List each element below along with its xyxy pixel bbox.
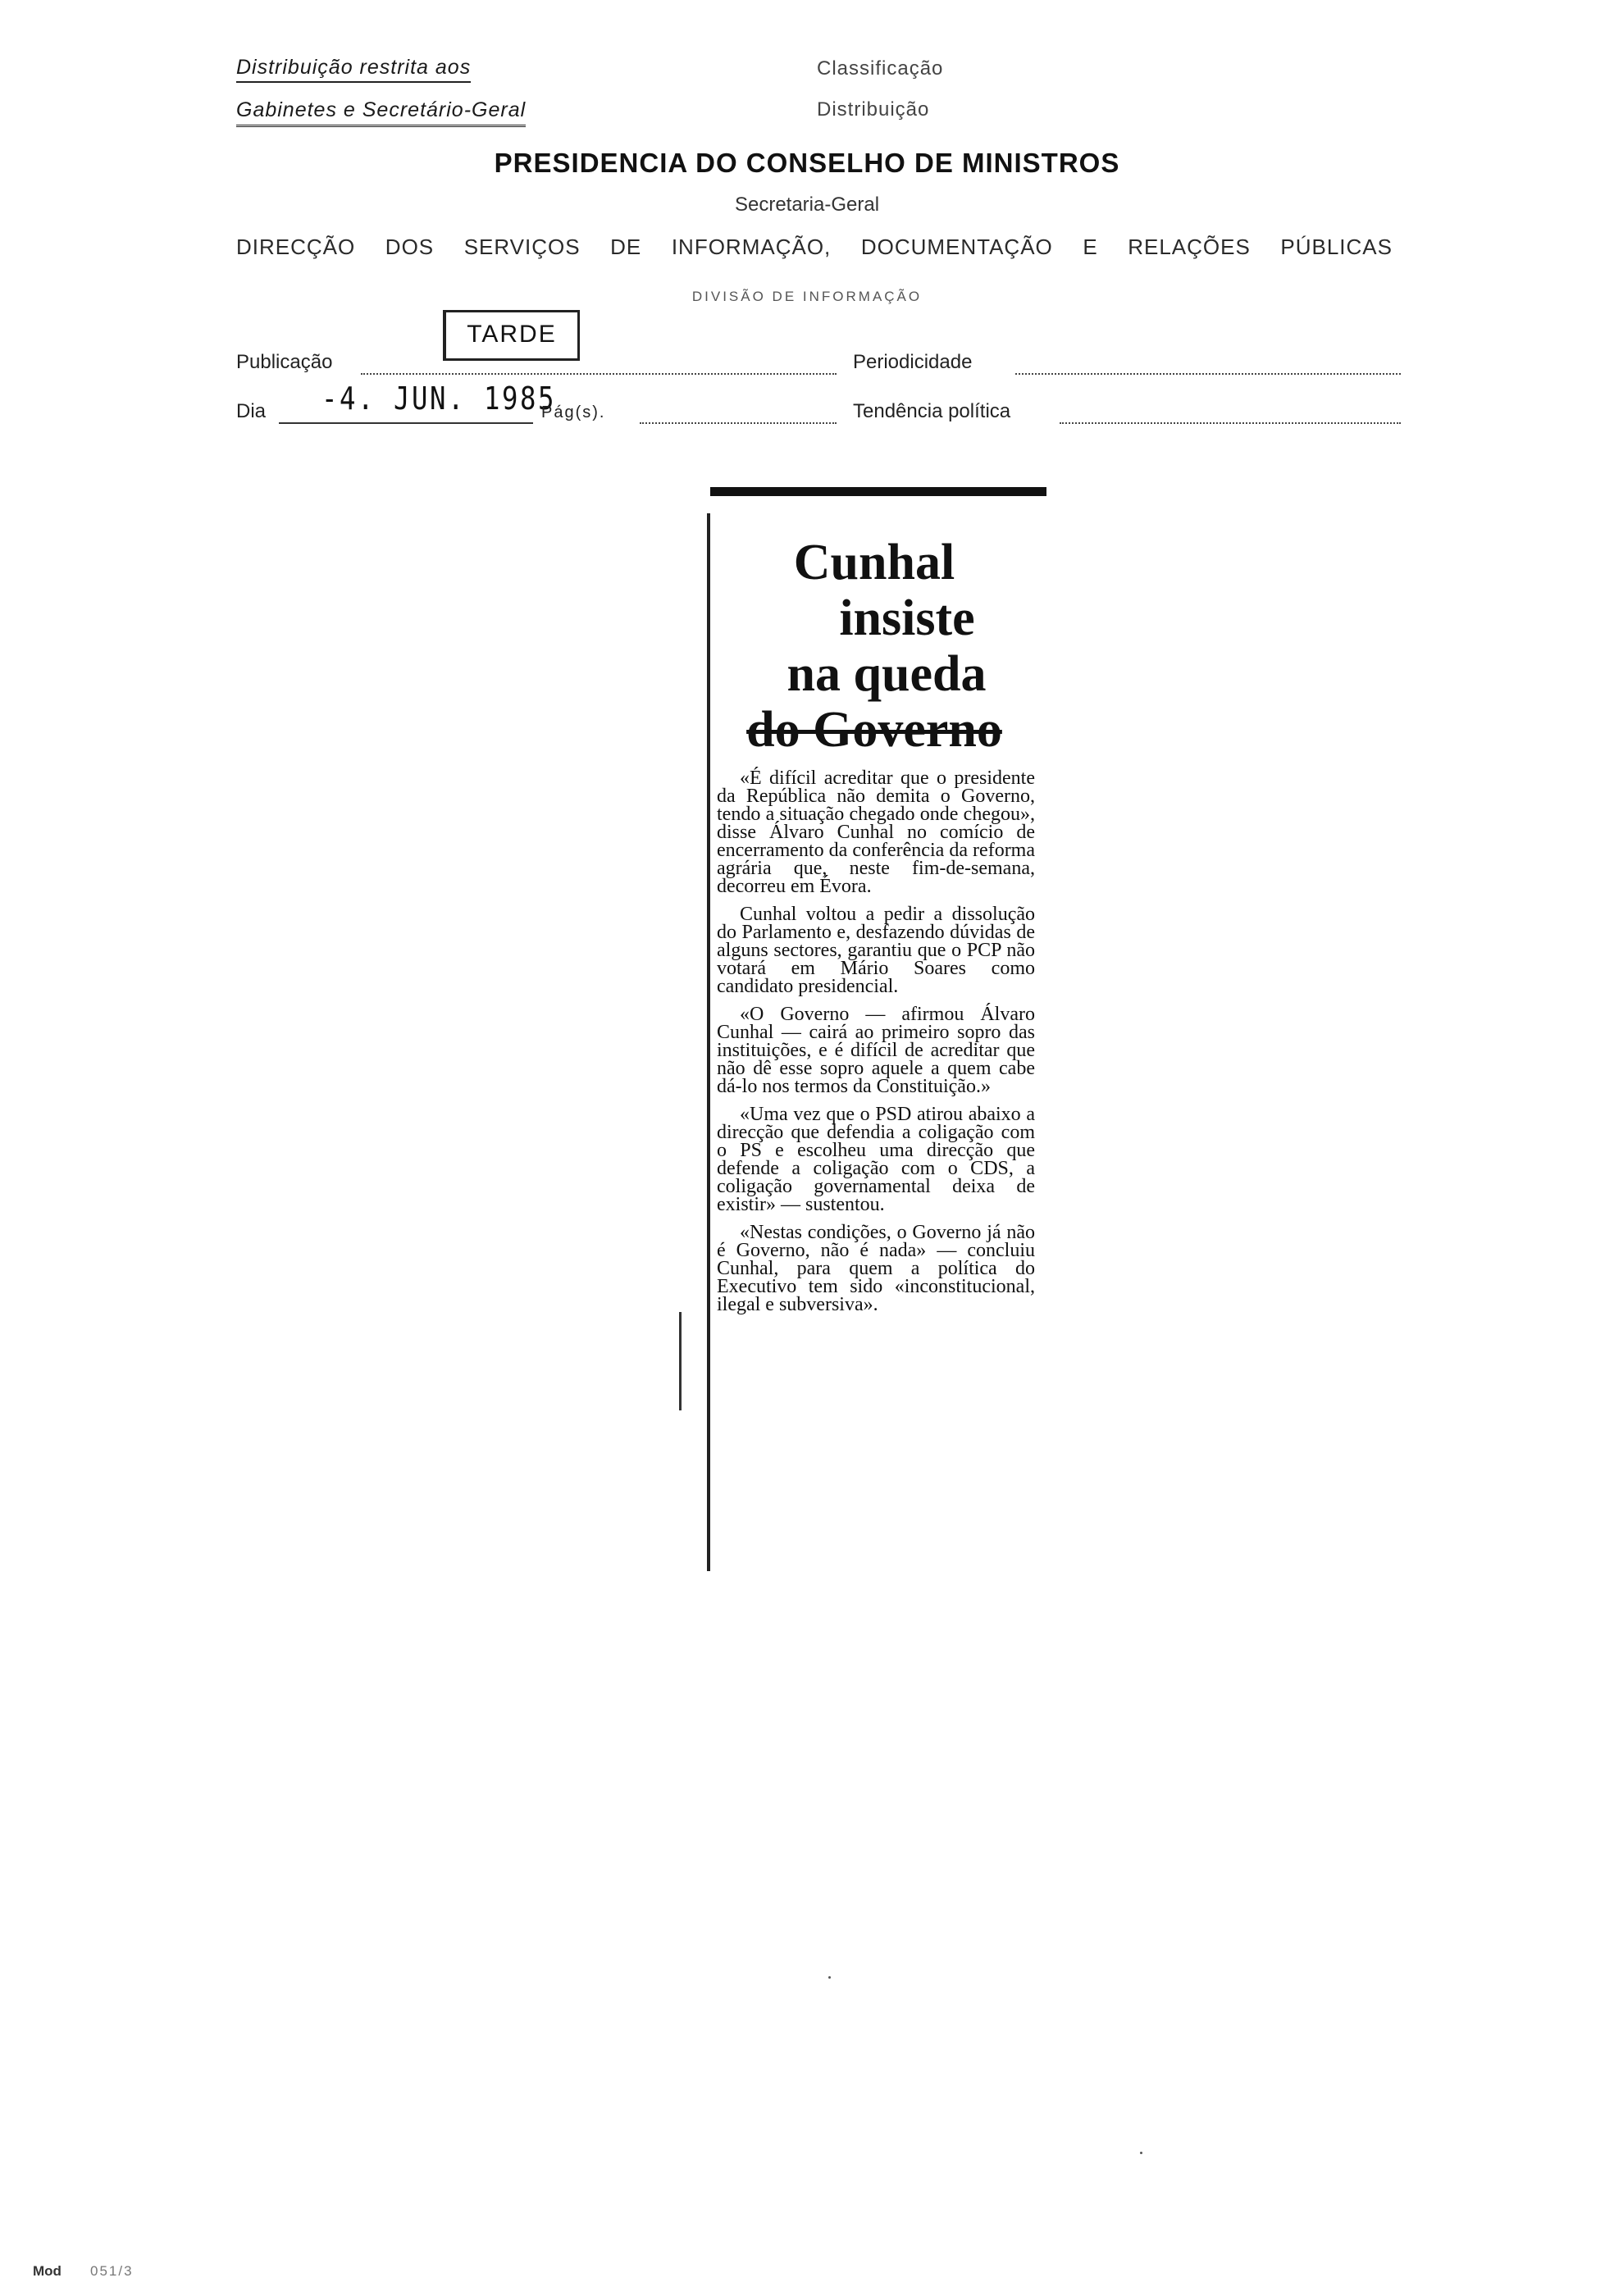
- clipping-paragraph: «Uma vez que o PSD atirou abaixo a direcção que defendia a coligação com o PS e escolheu uma direcção que defende a coligação com o CDS, a coligação governamental deixa de existir» — sustentou.: [717, 1104, 1035, 1215]
- divisao-label: DIVISÃO DE INFORMAÇÃO: [691, 289, 923, 304]
- tendencia-label: Tendência política: [853, 400, 1011, 422]
- dia-underline: [279, 422, 533, 424]
- direccao-word: SERVIÇOS: [463, 235, 581, 259]
- tendencia-dotted-line: [1060, 422, 1401, 424]
- clipping-body: [710, 769, 1038, 1314]
- direccao-word: DIRECÇÃO: [236, 235, 356, 259]
- publicacao-dotted-line: [361, 373, 837, 375]
- date-stamp: -4. JUN. 1985: [321, 380, 556, 417]
- footer-mod-label: Mod: [33, 2263, 62, 2279]
- pags-dotted-line: [640, 422, 837, 424]
- clipping-paragraph: Cunhal voltou a pedir a dissolução do Parlamento e, desfazendo dúvidas de alguns sectores, garantiu que o PCP não votará em Mário Soares como candidato presidencial.: [717, 904, 1035, 997]
- clipping-paragraph: «Nestas condições, o Governo já não é Governo, não é nada» — concluiu Cunhal, para quem a política do Executivo tem sido «inconstitucional, ilegal e subversiva».: [717, 1222, 1035, 1315]
- distribuicao-label: Distribuição: [817, 98, 930, 121]
- newspaper-clipping: [710, 502, 1038, 1323]
- direccao-line: [236, 235, 1393, 260]
- headline-line: na queda: [786, 646, 987, 702]
- periodicidade-dotted-line: [1015, 373, 1401, 375]
- headline-line: Cunhal: [793, 535, 955, 590]
- direccao-word: DOCUMENTAÇÃO: [860, 235, 1053, 259]
- clipping-paragraph: «O Governo — afirmou Álvaro Cunhal — cairá ao primeiro sopro das instituições, e é difícil de acreditar que não dê esse sopro aquele a quem cabe dá-lo nos termos da Constituição.»: [717, 1004, 1035, 1097]
- classificacao-label: Classificação: [817, 57, 944, 80]
- direccao-word: DE: [610, 235, 642, 259]
- distribution-note-line2: Gabinetes e Secretário-Geral: [236, 98, 526, 127]
- direccao-word: PÚBLICAS: [1280, 235, 1393, 259]
- scan-speck: [828, 1976, 831, 1979]
- dia-label: Dia: [236, 400, 267, 422]
- clipping-top-rule: [710, 487, 1046, 496]
- clipping-paragraph: «É difícil acreditar que o presidente da República não demita o Governo, tendo a situação chegado onde chegou», disse Álvaro Cunhal no comício de encerramento da conferência da reforma agrária que, neste fim-de-semana, decorreu em Évora.: [717, 768, 1035, 897]
- footer-form-code: 051/3: [90, 2263, 134, 2279]
- direccao-word: E: [1083, 235, 1098, 259]
- publicacao-label: Publicação: [236, 351, 333, 373]
- secretaria-subtitle: Secretaria-Geral: [734, 194, 880, 216]
- direccao-word: RELAÇÕES: [1128, 235, 1251, 259]
- direccao-word: DOS: [385, 235, 435, 259]
- distribution-note-line1: Distribuição restrita aos: [236, 56, 471, 83]
- periodicidade-label: Periodicidade: [853, 351, 973, 373]
- direccao-word: INFORMAÇÃO,: [671, 235, 832, 259]
- publication-stamp: TARDE: [443, 310, 580, 361]
- headline-line: do Governo: [746, 702, 1002, 758]
- headline-line: insiste: [839, 590, 975, 646]
- pags-label: Pág(s).: [541, 403, 606, 421]
- ministry-title: PRESIDENCIA DO CONSELHO DE MINISTROS: [494, 148, 1120, 178]
- clipping-edge-mark: [679, 1312, 682, 1410]
- scan-speck: [1140, 2152, 1142, 2154]
- clipping-headline: [710, 535, 1038, 758]
